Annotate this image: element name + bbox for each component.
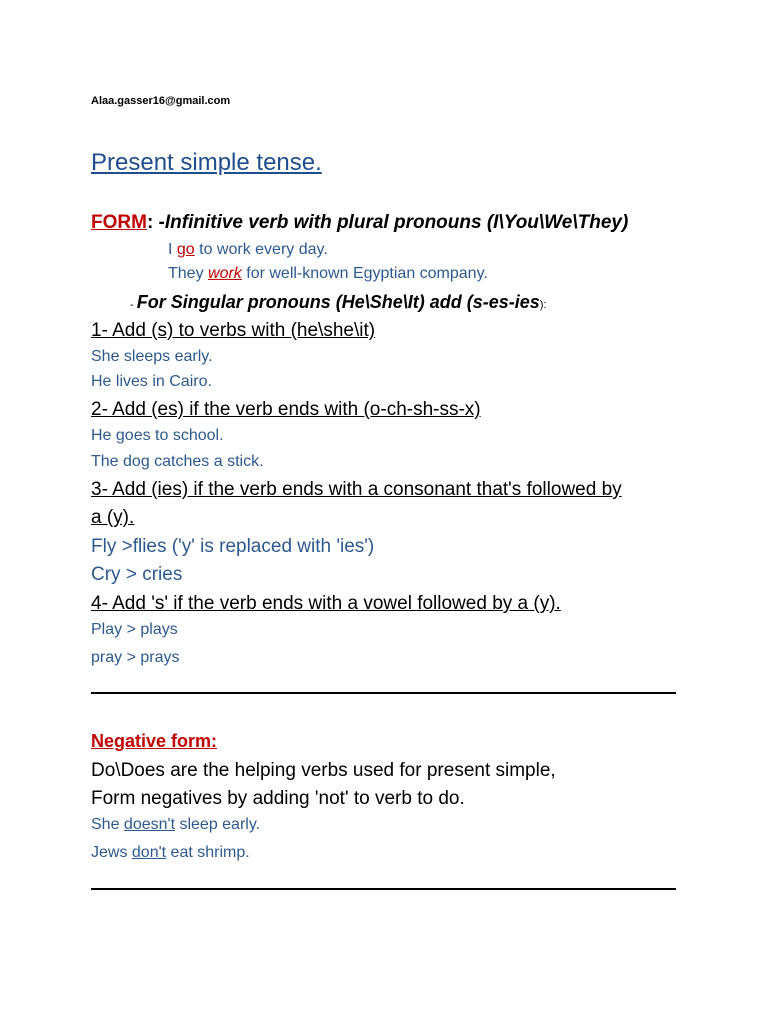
rule-1-example-1: She sleeps early. bbox=[91, 348, 213, 365]
rule-3-example-1: Fly >flies ('y' is replaced with 'ies') bbox=[91, 536, 375, 557]
example-verb: go bbox=[176, 241, 195, 258]
negative-title: Negative form: bbox=[91, 731, 218, 751]
form-example-1 bbox=[168, 241, 328, 259]
section-divider bbox=[91, 692, 676, 694]
form-text: Infinitive verb with plural pronouns (I\You\We\They) bbox=[164, 212, 629, 233]
section-divider bbox=[91, 888, 676, 890]
example-text: Jews bbox=[91, 844, 132, 861]
singular-dash: - bbox=[130, 299, 137, 311]
example-aux: don't bbox=[131, 844, 167, 861]
rule-2-example-1: He goes to school. bbox=[91, 427, 224, 444]
example-text: sleep early. bbox=[175, 816, 261, 833]
form-rule bbox=[91, 212, 628, 234]
example-text: They bbox=[168, 265, 209, 282]
example-text: I bbox=[168, 241, 177, 258]
rule-3-line-2: a (y). bbox=[91, 507, 135, 528]
singular-close: ): bbox=[539, 299, 547, 311]
negative-example-2 bbox=[91, 844, 250, 862]
rule-2-example-2: The dog catches a stick. bbox=[91, 453, 264, 470]
singular-text: For Singular pronouns (He\She\It) add (s-es-ies bbox=[136, 292, 540, 312]
page-title: Present simple tense. bbox=[91, 149, 322, 176]
rule-1-example-2: He lives in Cairo. bbox=[91, 373, 212, 390]
rule-4: 4- Add 's' if the verb ends with a vowel followed by a (y). bbox=[91, 593, 561, 614]
example-verb: work bbox=[208, 265, 242, 282]
example-text: She bbox=[91, 816, 124, 833]
negative-line-2: Form negatives by adding 'not' to verb to do. bbox=[91, 788, 465, 809]
singular-rule bbox=[130, 292, 547, 313]
form-label: FORM bbox=[91, 212, 147, 233]
rule-3-example-2: Cry > cries bbox=[91, 564, 183, 585]
rule-2: 2- Add (es) if the verb ends with (o-ch-sh-ss-x) bbox=[91, 399, 481, 420]
rule-4-example-2: pray > prays bbox=[91, 649, 180, 666]
example-text: to work every day. bbox=[194, 241, 328, 258]
negative-example-1 bbox=[91, 816, 260, 834]
author-email: Alaa.gasser16@gmail.com bbox=[91, 95, 231, 107]
example-text: eat shrimp. bbox=[166, 844, 250, 861]
rule-4-example-1: Play > plays bbox=[91, 621, 178, 638]
form-example-2 bbox=[168, 265, 488, 283]
example-text: for well-known Egyptian company. bbox=[241, 265, 488, 282]
rule-3-line-1: 3- Add (ies) if the verb ends with a consonant that's followed by bbox=[91, 479, 622, 500]
example-aux: doesn't bbox=[123, 816, 176, 833]
form-colon: : - bbox=[146, 212, 165, 233]
negative-line-1: Do\Does are the helping verbs used for present simple, bbox=[91, 760, 556, 781]
rule-1: 1- Add (s) to verbs with (he\she\it) bbox=[91, 320, 376, 341]
